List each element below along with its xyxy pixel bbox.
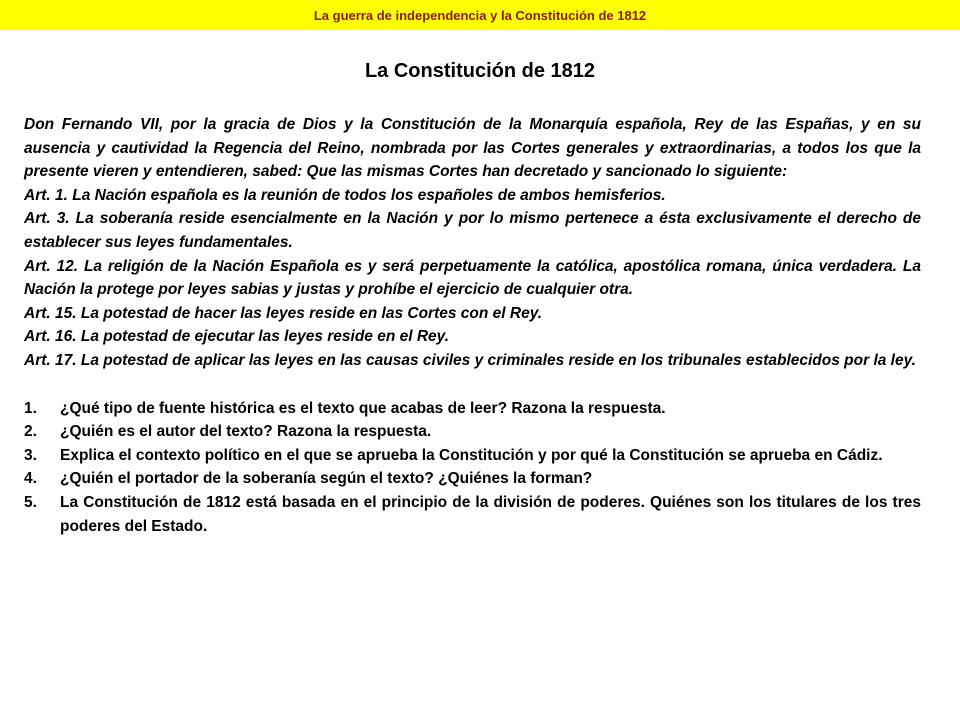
question-item	[24, 491, 921, 538]
article-1: Art. 1. La Nación española es la reunión de todos los españoles de ambos hemisferios.	[24, 186, 666, 204]
question-number: 4.	[24, 470, 37, 488]
question-text: ¿Quién es el autor del texto? Razona la respuesta.	[60, 423, 432, 441]
page-title: La Constitución de 1812	[364, 60, 596, 82]
question-number: 1.	[24, 399, 37, 417]
article-16: Art. 16. La potestad de ejecutar las leyes reside en el Rey.	[24, 328, 450, 346]
document-body	[24, 113, 921, 538]
question-item	[24, 397, 921, 421]
article-17: Art. 17. La potestad de aplicar las leyes en las causas civiles y criminales reside en los tribunales establecidos por la ley.	[24, 351, 916, 369]
article-3: Art. 3. La soberanía reside esencialmente en la Nación y por lo mismo pertenece a ésta exclusivamente el derecho de establecer sus leyes fundamentales.	[24, 210, 921, 251]
intro-paragraph: Don Fernando VII, por la gracia de Dios y la Constitución de la Monarquía española, Rey de las Españas, y en su ausencia y cautividad la Regencia del Reino, nombrada por las Cortes generales y extraordinarias, a todos los que la presente vieren y entendieren, sabed: Que las mismas Cortes han decretado y sancionado lo siguiente:	[24, 116, 921, 181]
question-item	[24, 444, 921, 468]
article-15: Art. 15. La potestad de hacer las leyes reside en las Cortes con el Rey.	[24, 304, 543, 322]
header-banner	[0, 0, 960, 30]
questions-list	[24, 397, 921, 539]
question-number: 3.	[24, 446, 37, 464]
section-spacer	[24, 373, 921, 397]
banner-title: La guerra de independencia y la Constitución de 1812	[313, 7, 647, 23]
question-item	[24, 420, 921, 444]
question-number: 2.	[24, 423, 37, 441]
question-text: La Constitución de 1812 está basada en el principio de la división de poderes. Quiénes son los titulares de los tres poderes del Estado.	[60, 493, 921, 535]
question-text: ¿Quién el portador de la soberanía según el texto? ¿Quiénes la forman?	[60, 470, 593, 488]
question-number: 5.	[24, 493, 37, 511]
question-item	[24, 467, 921, 491]
question-text: ¿Qué tipo de fuente histórica es el texto que acabas de leer? Razona la respuesta.	[60, 399, 666, 417]
question-text: Explica el contexto político en el que se aprueba la Constitución y por qué la Constitución se aprueba en Cádiz.	[60, 446, 883, 464]
article-12: Art. 12. La religión de la Nación Española es y será perpetuamente la católica, apostólica romana, única verdadera. La Nación la protege por leyes sabias y justas y prohíbe el ejercicio de cualquier otra.	[24, 257, 921, 299]
